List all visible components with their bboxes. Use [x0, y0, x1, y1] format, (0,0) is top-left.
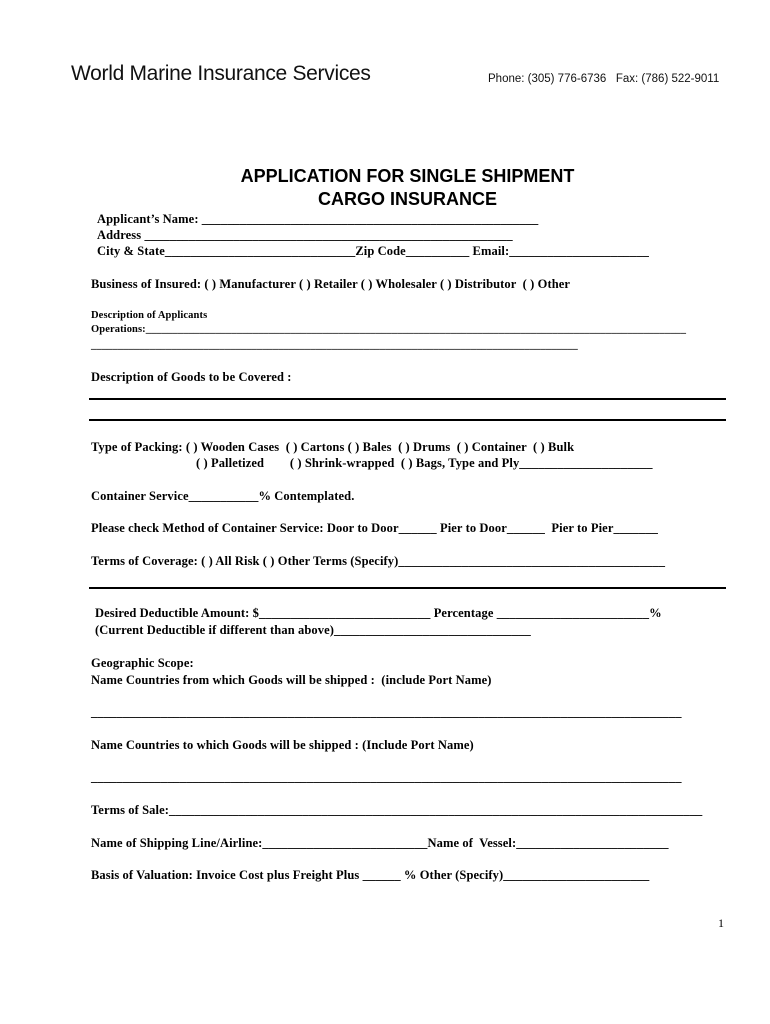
applicant-name-field[interactable]: Applicant’s Name: _____________________________________________________: [97, 212, 539, 226]
form-title-line2: CARGO INSURANCE: [317, 189, 497, 209]
terms-of-sale-field[interactable]: Terms of Sale:____________________________________________________________________________________: [91, 803, 703, 817]
container-service-field[interactable]: Container Service___________% Contemplated.: [91, 489, 355, 503]
countries-to-line[interactable]: _____________________________________________________________________________________________: [91, 770, 682, 784]
address-field[interactable]: Address __________________________________________________________: [97, 228, 513, 242]
geographic-scope-label: Geographic Scope:: [91, 656, 194, 670]
section-divider: [89, 587, 726, 589]
operations-field[interactable]: Operations:_____________________________________________________________________________________________________: [91, 324, 687, 335]
countries-from-line[interactable]: _____________________________________________________________________________________________: [91, 705, 682, 719]
form-title-line1: APPLICATION FOR SINGLE SHIPMENT: [240, 166, 575, 186]
container-method-field[interactable]: Please check Method of Container Service: Door to Door______ Pier to Door______ Pier to Pier_______: [91, 521, 658, 535]
terms-coverage-field[interactable]: Terms of Coverage: ( ) All Risk ( ) Other Terms (Specify)__________________________________________: [91, 554, 666, 568]
contact-info: Phone: (305) 776-6736 Fax: (786) 522-9011: [488, 73, 720, 85]
countries-to-label: Name Countries to which Goods will be shipped : (Include Port Name): [91, 738, 474, 752]
countries-from-label: Name Countries from which Goods will be shipped : (include Port Name): [91, 673, 492, 687]
goods-line-2[interactable]: [89, 419, 726, 421]
business-of-insured[interactable]: Business of Insured: ( ) Manufacturer ( ) Retailer ( ) Wholesaler ( ) Distributor ( ) Other: [91, 277, 571, 291]
operations-label: Description of Applicants: [91, 310, 208, 321]
shipping-line-vessel-field[interactable]: Name of Shipping Line/Airline:__________________________Name of Vessel:________________________: [91, 836, 669, 850]
goods-line-1[interactable]: [89, 398, 726, 400]
operations-line[interactable]: ___________________________________________________________________________________________: [91, 340, 578, 351]
city-zip-email-field[interactable]: City & State______________________________Zip Code__________ Email:______________________: [97, 244, 649, 258]
packing-type-row2[interactable]: ( ) Palletized ( ) Shrink-wrapped ( ) Bags, Type and Ply_____________________: [196, 456, 653, 470]
packing-type-row1[interactable]: Type of Packing: ( ) Wooden Cases ( ) Cartons ( ) Bales ( ) Drums ( ) Container ( ) Bulk: [91, 440, 575, 454]
goods-description-label: Description of Goods to be Covered :: [91, 370, 292, 384]
company-name: World Marine Insurance Services: [71, 62, 371, 85]
deductible-field[interactable]: Desired Deductible Amount: $___________________________ Percentage ________________________%: [95, 606, 662, 620]
current-deductible-field[interactable]: (Current Deductible if different than above)_______________________________: [95, 623, 531, 637]
basis-of-valuation-field[interactable]: Basis of Valuation: Invoice Cost plus Freight Plus ______ % Other (Specify)_______________________: [91, 868, 650, 882]
page-number: 1: [718, 916, 724, 930]
